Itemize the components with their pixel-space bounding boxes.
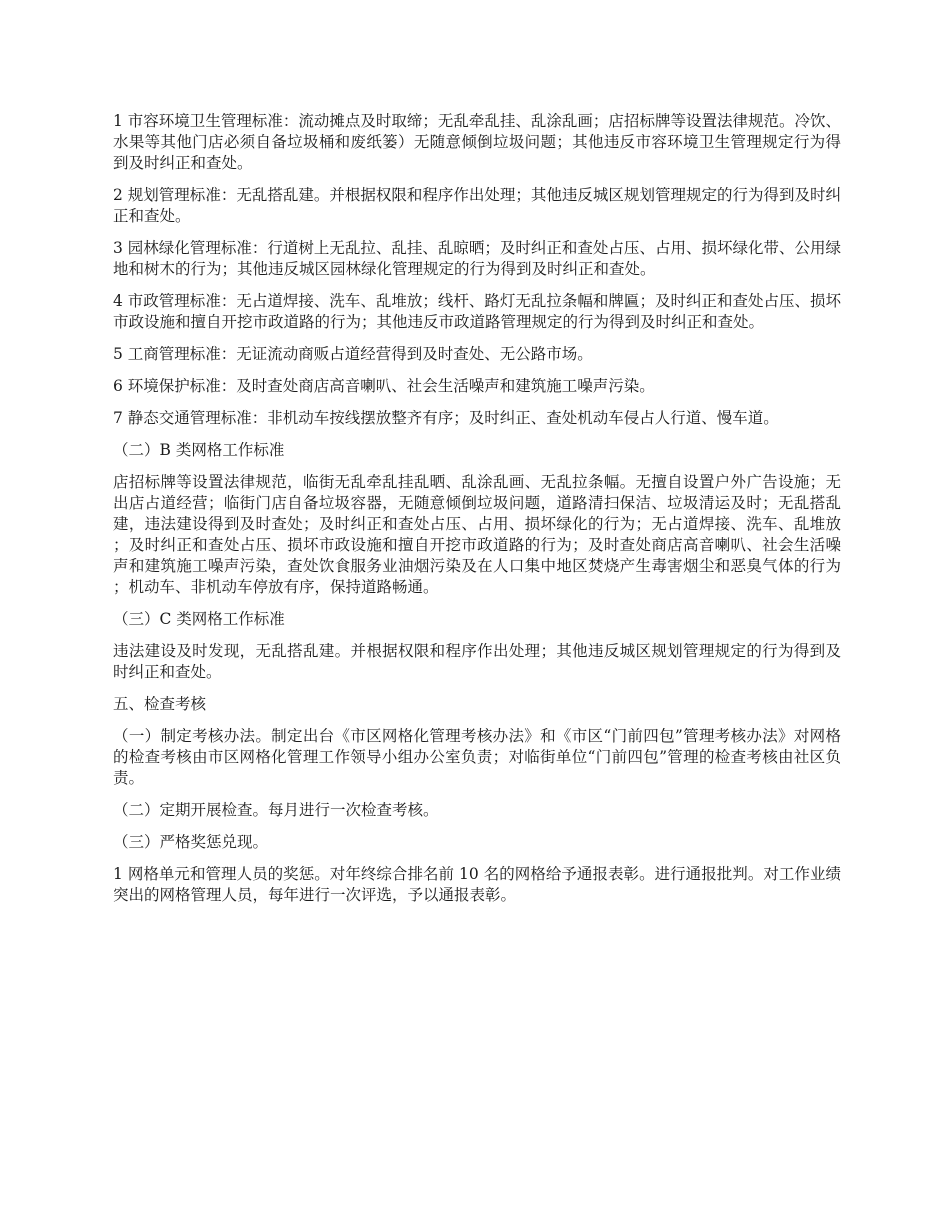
paragraph-regular-inspection: （二）定期开展检查。每月进行一次检查考核。 [113, 801, 439, 819]
heading-grid-c-standard: （三）C 类网格工作标准 [113, 610, 285, 628]
paragraph-landscaping: 3 园林绿化管理标准：行道树上无乱拉、乱挂、乱晾晒；及时纠正和查处占压、占用、损坏绿化带、公用绿地和树木的行为；其他违反城区园林绿化管理规定的行为得到及时纠正和查处。 [113, 239, 841, 278]
paragraph-static-traffic: 7 静态交通管理标准：非机动车按线摆放整齐有序；及时纠正、查处机动车侵占人行道、慢车道。 [113, 409, 779, 427]
heading-grid-b-standard: （二）B 类网格工作标准 [113, 441, 285, 459]
paragraph-environment: 6 环境保护标准：及时查处商店高音喇叭、社会生活噪声和建筑施工噪声污染。 [113, 377, 655, 395]
paragraph-city-sanitation: 1 市容环境卫生管理标准：流动摊点及时取缔；无乱牵乱挂、乱涂乱画；店招标牌等设置法律规范。冷饮、水果等其他门店必须自备垃圾桶和废纸篓）无随意倾倒垃圾问题；其他违反市容环境卫生管理规定行为得到及时纠正和查处。 [113, 112, 841, 172]
heading-inspection: 五、检查考核 [113, 695, 207, 713]
document-page [113, 111, 841, 917]
paragraph-grid-unit-rewards: 1 网格单元和管理人员的奖惩。对年终综合排名前 10 名的网格给予通报表彰。进行通报批判。对工作业绩突出的网格管理人员，每年进行一次评选，予以通报表彰。 [113, 865, 841, 904]
paragraph-planning: 2 规划管理标准：无乱搭乱建。并根据权限和程序作出处理；其他违反城区规划管理规定的行为得到及时纠正和查处。 [113, 186, 841, 225]
paragraph-municipal: 4 市政管理标准：无占道焊接、洗车、乱堆放；线杆、路灯无乱拉条幅和牌匾；及时纠正和查处占压、损坏市政设施和擅自开挖市政道路的行为；其他违反市政道路管理规定的行为得到及时纠正和查处。 [113, 292, 841, 331]
paragraph-grid-c-content: 违法建设及时发现，无乱搭乱建。并根据权限和程序作出处理；其他违反城区规划管理规定的行为得到及时纠正和查处。 [113, 642, 841, 681]
paragraph-commerce: 5 工商管理标准：无证流动商贩占道经营得到及时查处、无公路市场。 [113, 345, 593, 363]
paragraph-assessment-method: （一）制定考核办法。制定出台《市区网格化管理考核办法》和《市区“门前四包”管理考核办法》对网格的检查考核由市区网格化管理工作领导小组办公室负责；对临街单位“门前四包”管理的检查考核由社区负责。 [113, 727, 841, 787]
paragraph-rewards-penalties: （三）严格奖惩兑现。 [113, 833, 269, 851]
paragraph-grid-b-content: 店招标牌等设置法律规范，临街无乱牵乱挂乱晒、乱涂乱画、无乱拉条幅。无擅自设置户外广告设施；无出店占道经营；临街门店自备垃圾容器，无随意倾倒垃圾问题，道路清扫保洁、垃圾清运及时；无乱搭乱建，违法建设得到及时查处；及时纠正和查处占压、占用、损坏绿化的行为；无占道焊接、洗车、乱堆放；及时纠正和查处占压、损坏市政设施和擅自开挖市政道路的行为；及时查处商店高音喇叭、社会生活噪声和建筑施工噪声污染，查处饮食服务业油烟污染及在人口集中地区焚烧产生毒害烟尘和恶臭气体的行为；机动车、非机动车停放有序，保持道路畅通。 [113, 473, 841, 596]
